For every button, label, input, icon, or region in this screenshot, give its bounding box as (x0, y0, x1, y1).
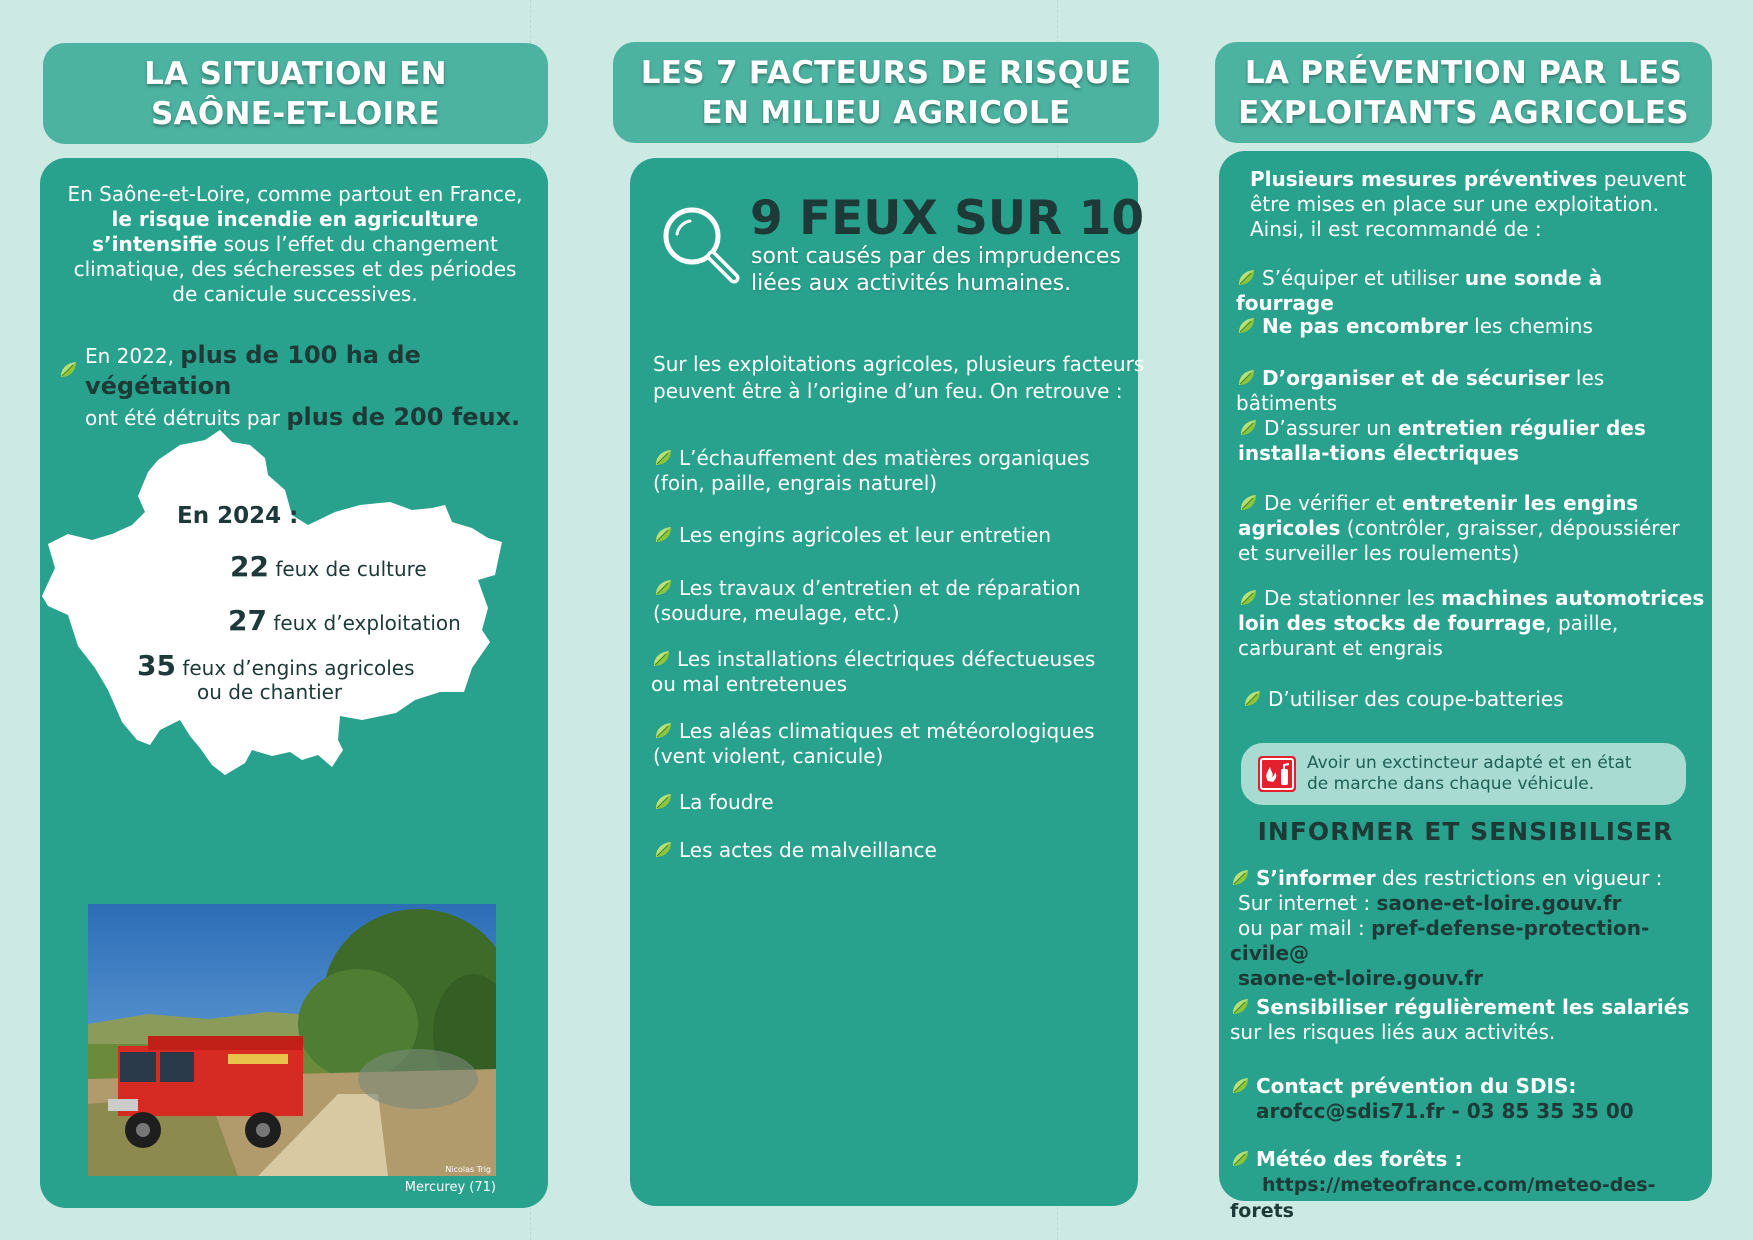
factor-item: Les travaux d’entretien et de réparation (soudure, meulage, etc.) (653, 576, 1081, 625)
measure-item: D’assurer un entretien régulier des installa-tions électriques (1238, 416, 1646, 465)
leaf-icon (1236, 268, 1256, 288)
leaf-icon (651, 649, 671, 669)
measure-item: D’utiliser des coupe-batteries (1242, 687, 1710, 712)
map-stat-engins: 35 feux d’engins agricoles ou de chantier (137, 649, 415, 704)
col3-title-line1: LA PRÉVENTION PAR LES (1244, 54, 1683, 91)
col3-header (1215, 42, 1712, 143)
col2-header (613, 42, 1159, 143)
factor-item: L’échauffement des matières organiques (foin, paille, engrais naturel) (653, 446, 1090, 495)
sdis-contact[interactable]: arofcc@sdis71.fr - 03 85 35 35 00 (1256, 1099, 1634, 1123)
magnifier-icon (660, 204, 742, 286)
leaf-icon (1230, 1149, 1250, 1169)
col1-title-line2: SAÔNE-ET-LOIRE (150, 95, 441, 132)
leaf-icon (1230, 868, 1250, 888)
extinguisher-box (1241, 743, 1686, 805)
leaf-icon (1230, 1076, 1250, 1096)
factor-item: Les installations électriques défectueuses ou mal entretenues (651, 647, 1096, 696)
email-link[interactable]: pref-defense-protection-civile@ (1230, 916, 1650, 965)
leaf-icon (1236, 368, 1256, 388)
leaf-icon (1230, 997, 1250, 1017)
measure-item: De stationner les machines automotrices loin des stocks de fourrage, paille, carburant et engrais (1238, 586, 1705, 660)
leaf-icon (1236, 316, 1256, 336)
measure-item: Ne pas encombrer les chemins (1236, 314, 1704, 339)
col3-intro: Plusieurs mesures préventives peuvent être mises en place sur une exploitation. Ainsi, il est recommandé de : (1250, 167, 1687, 241)
leaf-icon (1242, 689, 1262, 709)
map-stat-exploitation: 27 feux d’exploitation (228, 604, 461, 637)
big-stat-sub: sont causés par des imprudences liées aux activités humaines. (751, 244, 1121, 296)
leaf-icon (1238, 418, 1258, 438)
leaf-icon (653, 525, 673, 545)
leaf-icon (653, 840, 673, 860)
map-stat-culture: 22 feux de culture (230, 550, 427, 583)
factor-item: Les actes de malveillance (653, 838, 937, 863)
meteo-link[interactable]: https://meteofrance.com/meteo-des-forets (1230, 1174, 1656, 1222)
col1-intro: En Saône-et-Loire, comme partout en France, le risque incendie en agriculture s’intensifie sous l’effet du changement climatique, des sécheresses et des périodes de canicule successives. (67, 182, 523, 306)
photo-credit: Nicolas Trig (445, 1165, 491, 1174)
map-title: En 2024 : (177, 503, 299, 529)
inform-item: Contact prévention du SDIS: arofcc@sdis71.fr - 03 85 35 35 00 (1230, 1074, 1708, 1124)
factor-item: Les aléas climatiques et météorologiques (vent violent, canicule) (653, 719, 1095, 768)
leaf-icon (58, 360, 78, 380)
measure-item: S’équiper et utiliser une sonde à fourrage (1236, 266, 1603, 315)
inform-item: Sensibiliser régulièrement les salariés sur les risques liés aux activités. (1230, 995, 1690, 1044)
col1-title-line1: LA SITUATION EN (144, 55, 447, 92)
extinguisher-line1: Avoir un exctincteur adapté et en état (1307, 753, 1632, 773)
leaf-icon (653, 721, 673, 741)
measure-item: D’organiser et de sécuriser les bâtiments (1236, 366, 1605, 415)
extinguisher-line2: de marche dans chaque véhicule. (1307, 774, 1595, 794)
leaf-icon (1238, 588, 1258, 608)
fire-truck-photo (88, 904, 496, 1176)
factor-item: Les engins agricoles et leur entretien (653, 523, 1051, 548)
col3-title-line2: EXPLOITANTS AGRICOLES (1238, 94, 1689, 131)
email-link-cont[interactable]: saone-et-loire.gouv.fr (1238, 966, 1484, 990)
col2-intro: Sur les exploitations agricoles, plusieurs facteurs peuvent être à l’origine d’un feu. On retrouve : (653, 352, 1145, 403)
leaf-icon (653, 578, 673, 598)
col1-header (43, 43, 548, 144)
col2-title-line1: LES 7 FACTEURS DE RISQUE (640, 54, 1132, 91)
fire-extinguisher-icon (1257, 755, 1297, 793)
leaf-icon (1238, 493, 1258, 513)
col2-title-line2: EN MILIEU AGRICOLE (701, 94, 1071, 131)
inform-item: Météo des forêts : https://meteofrance.com/meteo-des-forets (1230, 1147, 1656, 1222)
leaf-icon (653, 792, 673, 812)
measure-item: De vérifier et entretenir les engins agricoles (contrôler, graisser, dépoussiérer et surveiller les roulements) (1238, 491, 1680, 565)
leaf-icon (653, 448, 673, 468)
big-stat: 9 FEUX SUR 10 (750, 191, 1145, 246)
col1-stat-2022: En 2022, plus de 100 ha de végétation ont été détruits par plus de 200 feux. (58, 340, 538, 433)
photo-caption: Mercurey (71) (404, 1180, 496, 1195)
factor-item: La foudre (653, 790, 774, 815)
website-link[interactable]: saone-et-loire.gouv.fr (1376, 891, 1622, 915)
inform-item: S’informer des restrictions en vigueur : Sur internet : saone-et-loire.gouv.fr ou par mail : pref-defense-protection-civile@ saone-et-loire.gouv.fr (1230, 866, 1663, 990)
inform-title: INFORMER ET SENSIBILISER (1257, 817, 1674, 846)
